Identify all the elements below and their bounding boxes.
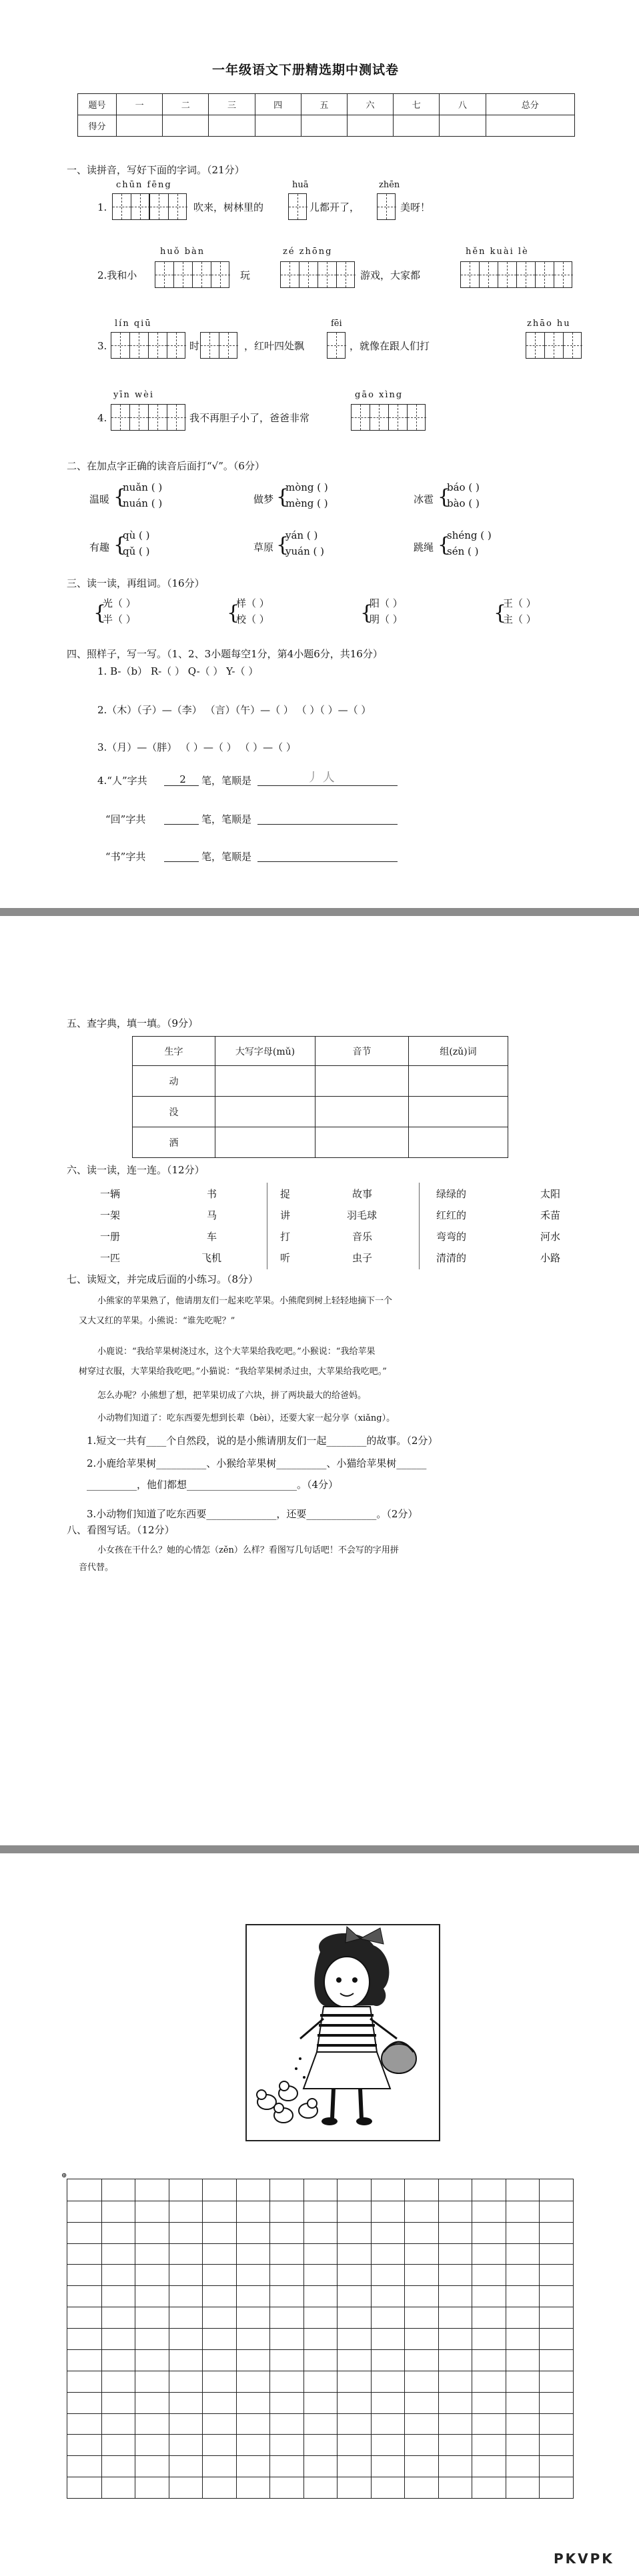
score-header-cell: 六: [347, 94, 393, 115]
grid-row-line: [67, 2264, 573, 2265]
score-header-cell: 题号: [78, 94, 117, 115]
pinyin: huā: [292, 180, 309, 190]
score-header-cell: 二: [163, 94, 209, 115]
sentence-text: 吹来，树林里的: [193, 201, 264, 213]
q3-item[interactable]: 主（ ）: [503, 613, 536, 625]
match-item[interactable]: 清清的: [436, 1252, 467, 1264]
table-cell[interactable]: [215, 1097, 315, 1127]
score-cell[interactable]: [347, 115, 393, 137]
writing-box[interactable]: [149, 193, 187, 220]
table-header: 生字: [133, 1037, 215, 1066]
q2-word: 有趣: [89, 541, 110, 553]
table-header: 音节: [315, 1037, 409, 1066]
table-cell[interactable]: [409, 1127, 508, 1158]
pinyin: fēi: [331, 319, 342, 329]
match-item[interactable]: 红红的: [436, 1209, 467, 1221]
grid-column-line: [303, 2179, 304, 2498]
q2-option[interactable]: qǔ ( ): [123, 545, 150, 557]
match-item[interactable]: 故事: [352, 1188, 373, 1200]
match-item[interactable]: 禾苗: [540, 1209, 561, 1221]
score-cell[interactable]: [255, 115, 301, 137]
brace: {: [93, 601, 107, 625]
table-cell[interactable]: [315, 1066, 409, 1097]
grid-row-line: [67, 2455, 573, 2456]
grid-column-line: [404, 2179, 405, 2498]
pinyin: gāo xìng: [355, 390, 404, 400]
writing-box[interactable]: [200, 332, 237, 359]
grid-column-line: [371, 2179, 372, 2498]
q3-heading: 三、读一读，再组词。（16分）: [67, 577, 205, 589]
table-cell[interactable]: [315, 1097, 409, 1127]
q3-item[interactable]: 王（ ）: [503, 597, 536, 609]
match-item[interactable]: 河水: [540, 1231, 561, 1243]
item-number: 4.: [97, 412, 107, 424]
writing-box[interactable]: [288, 193, 307, 220]
score-cell[interactable]: [209, 115, 255, 137]
table-cell[interactable]: [409, 1097, 508, 1127]
table-header: 大写字母(mǔ): [215, 1037, 315, 1066]
girl-feeding-chicks-illustration: [245, 1924, 440, 2141]
brace: {: [494, 601, 507, 625]
passage-line: 小动物们知道了：吃东西要先想到长辈（bèi），还要大家一起分享（xiǎng）。: [97, 1413, 396, 1423]
match-item[interactable]: 太阳: [540, 1188, 561, 1200]
pinyin: zé zhōng: [283, 247, 333, 257]
q6-heading: 六、读一读，连一连。（12分）: [67, 1164, 205, 1176]
pinyin: zhāo hu: [527, 319, 571, 329]
grid-row-line: [67, 2392, 573, 2393]
brace: {: [438, 533, 451, 557]
sentence-text: ，红叶四处飘: [244, 340, 305, 352]
pinyin: chūn fēng: [116, 180, 172, 190]
match-item[interactable]: 听: [280, 1252, 291, 1264]
q4-line[interactable]: 3.（月）—（胖） （ ）—（ ） （ ）—（ ）: [97, 741, 296, 753]
table-cell[interactable]: [215, 1127, 315, 1158]
score-header-cell: 七: [394, 94, 440, 115]
page-1: [0, 0, 639, 908]
q2-word: 跳绳: [414, 541, 434, 553]
score-header-cell: 五: [301, 94, 347, 115]
match-item[interactable]: 羽毛球: [347, 1209, 378, 1221]
score-cell[interactable]: [163, 115, 209, 137]
writing-box[interactable]: [155, 261, 229, 288]
q7-question[interactable]: 2.小鹿给苹果树__________、小猴给苹果树__________、小猫给苹果树______: [87, 1457, 427, 1469]
match-item[interactable]: 书: [207, 1188, 217, 1200]
answer-line[interactable]: [164, 785, 199, 786]
table-cell-char: 洒: [133, 1127, 215, 1158]
sentence-text: 美呀！: [400, 201, 431, 213]
score-header-cell: 总分: [486, 94, 575, 115]
q3-item[interactable]: 光（ ）: [103, 597, 136, 609]
exam-title: 一年级语文下册精选期中测试卷: [212, 63, 400, 77]
grid-column-line: [438, 2179, 439, 2498]
answer-line[interactable]: [257, 861, 398, 862]
q7-question[interactable]: 3.小动物们知道了吃东西要______________，还要______________。（2分）: [87, 1508, 418, 1520]
match-item[interactable]: 马: [207, 1209, 217, 1221]
q4-stroke-label: 笔，笔顺是: [201, 851, 252, 863]
pinyin: yīn wèi: [113, 390, 154, 400]
grid-row-line: [67, 2285, 573, 2286]
answer-line[interactable]: [257, 785, 398, 786]
passage-line: 又大又红的苹果。小熊说：“谁先吃呢？”: [79, 1316, 235, 1326]
q7-question[interactable]: 1.短文一共有____个自然段，说的是小熊请朋友们一起________的故事。（2分）: [87, 1435, 438, 1447]
grid-row-line: [67, 2349, 573, 2350]
table-cell[interactable]: [409, 1066, 508, 1097]
grid-row-line: [67, 2413, 573, 2414]
q8-instruction: 小女孩在干什么？她的心情怎（zěn）么样？看图写几句话吧！不会写的字用拼: [97, 1545, 399, 1555]
q2-option[interactable]: mèng ( ): [285, 497, 328, 509]
writing-box[interactable]: [351, 404, 426, 431]
writing-box[interactable]: [280, 261, 355, 288]
q4-stroke-label: “回”字共: [105, 813, 146, 825]
score-header-cell: 八: [440, 94, 486, 115]
grid-row-line: [67, 2328, 573, 2329]
brace: {: [227, 601, 240, 625]
score-header-cell: 一: [117, 94, 163, 115]
watermark-logo: PKVPK: [554, 2551, 614, 2567]
grid-row-line: [67, 2243, 573, 2244]
brace: {: [276, 485, 289, 509]
q2-option[interactable]: shéng ( ): [447, 529, 492, 541]
passage-line: 小鹿说：“我给苹果树浇过水，这个大苹果给我吃吧。”小猴说：“我给苹果: [97, 1347, 376, 1357]
q4-line[interactable]: 1. B-（b） R-（ ） Q-（ ） Y-（ ）: [97, 665, 259, 677]
match-item[interactable]: 打: [280, 1231, 291, 1243]
table-cell-char: 没: [133, 1097, 215, 1127]
passage-line: 怎么办呢？小熊想了想，把苹果切成了六块，拼了两块最大的给爸妈。: [97, 1391, 367, 1401]
grid-column-line: [337, 2179, 338, 2498]
match-item[interactable]: 飞机: [201, 1252, 222, 1264]
q4-stroke-count[interactable]: 2: [179, 773, 186, 785]
match-item[interactable]: 一匹: [100, 1252, 121, 1264]
grid-column-line: [236, 2179, 237, 2498]
score-row-label: 得分: [78, 115, 117, 137]
table-cell[interactable]: [215, 1066, 315, 1097]
grid-row-line: [67, 2434, 573, 2435]
writing-box[interactable]: [460, 261, 572, 288]
q2-option[interactable]: qù ( ): [123, 529, 150, 541]
q2-option[interactable]: sén ( ): [447, 545, 479, 557]
match-item[interactable]: 音乐: [352, 1231, 373, 1243]
q5-heading: 五、查字典，填一填。（9分）: [67, 1017, 199, 1029]
q2-word: 温暖: [89, 493, 110, 505]
writing-box[interactable]: [111, 404, 185, 431]
table-header: 组(zǔ)词: [409, 1037, 508, 1066]
sentence-text: ，就像在跟人们打: [350, 340, 430, 352]
sentence-text: 时: [189, 340, 200, 352]
grid-column-line: [202, 2179, 203, 2498]
score-table: [77, 93, 575, 137]
answer-line[interactable]: [164, 824, 199, 825]
q4-heading: 四、照样子，写一写。（1、2、3小题每空1分，第4小题6分，共16分）: [67, 648, 383, 660]
q1-heading: 一、读拼音，写好下面的字词。（21分）: [67, 164, 245, 176]
writing-box[interactable]: [327, 332, 346, 359]
score-cell[interactable]: [486, 115, 575, 137]
q2-option[interactable]: nuán ( ): [123, 497, 163, 509]
q8-instruction: 音代替。: [79, 1563, 114, 1573]
writing-box[interactable]: [111, 332, 185, 359]
match-item[interactable]: 绿绿的: [436, 1188, 467, 1200]
sentence-text: 儿都开了，: [309, 201, 360, 213]
answer-line[interactable]: [257, 824, 398, 825]
q4-stroke-label: 笔，笔顺是: [201, 775, 252, 787]
q3-item[interactable]: 阳（ ）: [370, 597, 403, 609]
score-cell[interactable]: [394, 115, 440, 137]
sentence-text: 玩: [240, 269, 251, 281]
match-item[interactable]: 一辆: [100, 1188, 121, 1200]
answer-line[interactable]: [164, 861, 199, 862]
match-item[interactable]: 弯弯的: [436, 1231, 467, 1243]
q4-stroke-label: “书”字共: [105, 851, 146, 863]
pinyin: huǒ bàn: [160, 247, 205, 257]
passage-line: 树穿过衣服，大苹果给我吃吧。”小猫说：“我给苹果树杀过虫，大苹果给我吃吧。”: [79, 1367, 387, 1377]
item-number: 1.: [97, 201, 107, 213]
brace: {: [438, 485, 451, 509]
match-item[interactable]: 讲: [280, 1209, 291, 1221]
writing-box[interactable]: [377, 193, 396, 220]
q2-option[interactable]: yuán ( ): [285, 545, 324, 557]
q3-item[interactable]: 半（ ）: [103, 613, 136, 625]
q2-option[interactable]: nuǎn ( ): [123, 481, 163, 493]
brace: {: [360, 601, 374, 625]
page-separator: [0, 1845, 639, 1853]
q2-word: 草原: [253, 541, 274, 553]
composition-grid[interactable]: [67, 2179, 574, 2499]
brace: {: [113, 533, 127, 557]
q2-heading: 二、在加点字正确的读音后面打“√”。（6分）: [67, 460, 265, 472]
grid-anchor-icon: ⊕: [61, 2172, 67, 2179]
writing-box[interactable]: [112, 193, 149, 220]
table-cell-char: 动: [133, 1066, 215, 1097]
q2-word: 冰雹: [414, 493, 434, 505]
q4-stroke-label: 笔，笔顺是: [201, 813, 252, 825]
grid-row-line: [67, 2222, 573, 2223]
grid-column-line: [269, 2179, 270, 2498]
score-header-cell: 三: [209, 94, 255, 115]
sentence-text: 我不再胆子小了，爸爸非常: [189, 412, 310, 424]
q2-option[interactable]: yán ( ): [285, 529, 318, 541]
page-3: [0, 1853, 639, 2576]
q8-heading: 八、看图写话。（12分）: [67, 1524, 175, 1536]
score-cell[interactable]: [117, 115, 163, 137]
match-item[interactable]: 捉: [280, 1188, 291, 1200]
pinyin: lín qiū: [115, 319, 152, 329]
q4-line[interactable]: 2.（木）（子）—（李） （言）（午）—（ ） （ ）（ ）—（ ）: [97, 704, 372, 716]
passage-line: 小熊家的苹果熟了，他请朋友们一起来吃苹果。小熊爬到树上轻轻地摘下一个: [97, 1296, 393, 1306]
brace: {: [113, 485, 127, 509]
page-2: [0, 916, 639, 1845]
q2-option[interactable]: mòng ( ): [285, 481, 328, 493]
grid-column-line: [101, 2179, 102, 2498]
score-cell[interactable]: [440, 115, 486, 137]
writing-box[interactable]: [526, 332, 582, 359]
q3-item[interactable]: 样（ ）: [236, 597, 269, 609]
q2-option[interactable]: báo ( ): [447, 481, 480, 493]
score-header-cell: 四: [255, 94, 301, 115]
handwritten-strokes: 丿 人: [307, 771, 335, 785]
pinyin: zhēn: [379, 180, 400, 190]
sentence-text: 游戏，大家都: [360, 269, 421, 281]
q3-item[interactable]: 校（ ）: [236, 613, 269, 625]
brace: {: [276, 533, 289, 557]
q2-option[interactable]: bào ( ): [447, 497, 480, 509]
table-cell[interactable]: [315, 1127, 409, 1158]
page-separator: [0, 908, 639, 916]
q7-heading: 七、读短文，并完成后面的小练习。（8分）: [67, 1273, 259, 1285]
q7-question[interactable]: __________，他们都想______________________。（4分）: [87, 1479, 339, 1491]
match-item[interactable]: 虫子: [352, 1252, 373, 1264]
q4-stroke-label: 4.“人”字共: [97, 775, 147, 787]
item-number: 3.: [97, 340, 107, 352]
match-divider: [419, 1183, 420, 1269]
q2-word: 做梦: [253, 493, 274, 505]
match-item[interactable]: 车: [207, 1231, 217, 1243]
match-item[interactable]: 一册: [100, 1231, 121, 1243]
match-item[interactable]: 小路: [540, 1252, 561, 1264]
item-number: 2.我和小: [97, 269, 137, 281]
q3-item[interactable]: 明（ ）: [370, 613, 403, 625]
score-cell[interactable]: [301, 115, 347, 137]
grid-column-line: [539, 2179, 540, 2498]
dictionary-table: [132, 1036, 508, 1158]
match-item[interactable]: 一架: [100, 1209, 121, 1221]
pinyin: hěn kuài lè: [466, 247, 529, 257]
